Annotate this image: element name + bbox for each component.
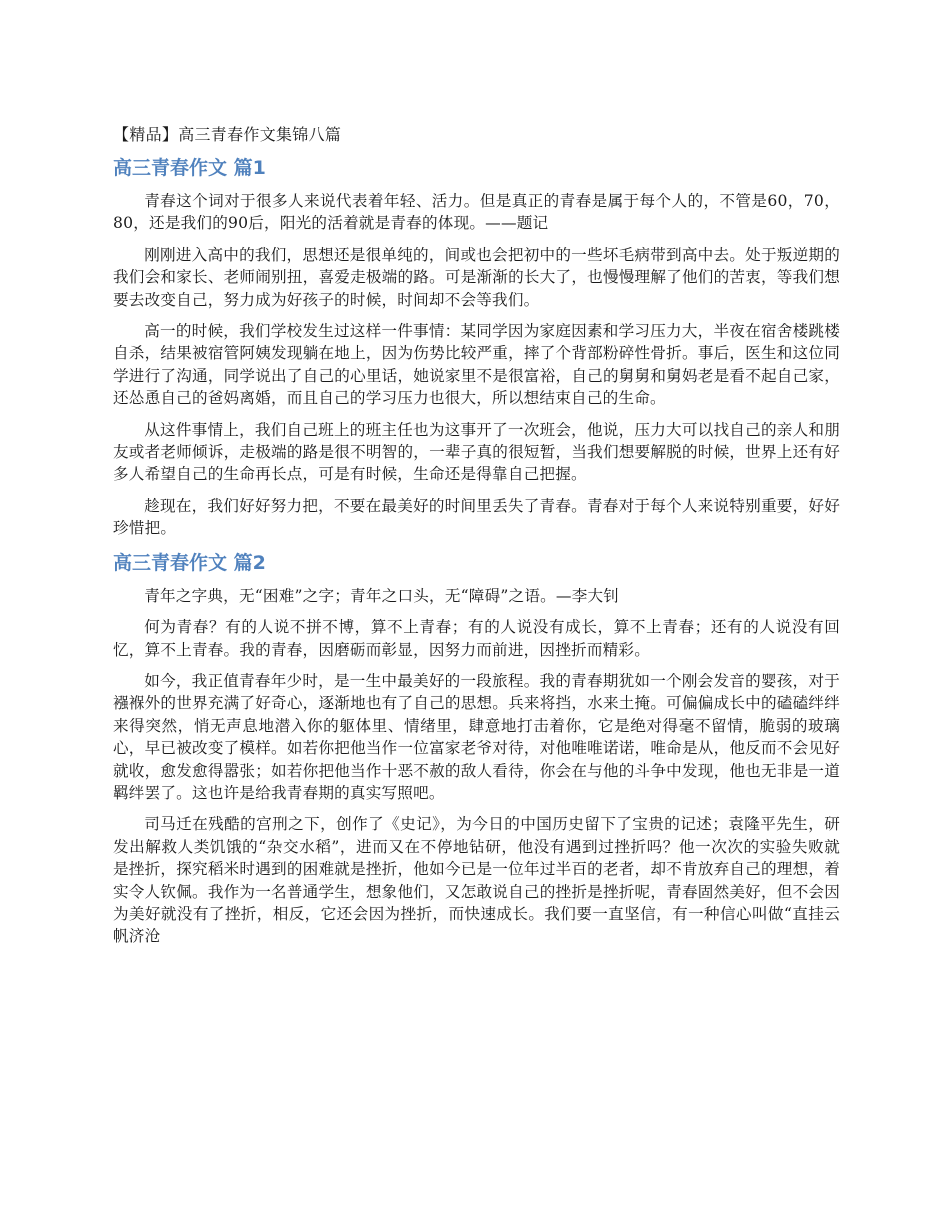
paragraph: 青春这个词对于很多人来说代表着年轻、活力。但是真正的青春是属于每个人的，不管是60，70，80，还是我们的90后，阳光的活着就是青春的体现。——题记 (113, 192, 840, 233)
paragraph: 趁现在，我们好好努力把，不要在最美好的时间里丢失了青春。青春对于每个人来说特别重要，好好珍惜把。 (113, 496, 840, 538)
paragraph: 如今，我正值青春年少时，是一生中最美好的一段旅程。我的青春期犹如一个刚会发音的婴孩，对于襁褓外的世界充满了好奇心，逐渐地也有了自己的思想。兵来将挡，水来土掩。可偏偏成长中的磕磕绊绊来得突然，悄无声息地潜入你的躯体里、情绪里，肆意地打击着你，它是绝对得毫不留情，脆弱的玻璃心，早已被改变了模样。如若你把他当作一位富家老爷对待，对他唯唯诺诺，唯命是从，他反而不会见好就收，愈发愈得嚣张；如若你把他当作十恶不赦的敌人看待，你会在与他的斗争中发现，他也无非是一道羁绊罢了。这也许是给我青春期的真实写照吧。 (113, 671, 840, 802)
paragraph: 何为青春？有的人说不拼不博，算不上青春；有的人说没有成长，算不上青春；还有的人说没有回忆，算不上青春。我的青春，因磨砺而彰显，因努力而前进，因挫折而精彩。 (113, 618, 840, 659)
section-heading: 高三青春作文 篇1 (113, 157, 266, 179)
paragraph: 从这件事情上，我们自己班上的班主任也为这事开了一次班会，他说，压力大可以找自己的亲人和朋友或者老师倾诉，走极端的路是很不明智的，一辈子真的很短暂，当我们想要解脱的时候，世界上还有好多人希望自己的生命再长点，可是有时候，生命还是得靠自己把握。 (113, 420, 840, 484)
paragraph: 高一的时候，我们学校发生过这样一件事情：某同学因为家庭因素和学习压力大，半夜在宿舍楼跳楼自杀，结果被宿管阿姨发现躺在地上，因为伤势比较严重，摔了个背部粉碎性骨折。事后，医生和这位同学进行了沟通，同学说出了自己的心里话，她说家里不是很富裕，自己的舅舅和舅妈老是看不起自己家，还怂恿自己的爸妈离婚，而且自己的学习压力也很大，所以想结束自己的生命。 (113, 322, 840, 408)
paragraph: 刚刚进入高中的我们，思想还是很单纯的，间或也会把初中的一些坏毛病带到高中去。处于叛逆期的我们会和家长、老师闹别扭，喜爱走极端的路。可是渐渐的长大了，也慢慢理解了他们的苦衷，等我们想要去改变自己，努力成为好孩子的时候，时间却不会等我们。 (113, 245, 840, 309)
section-heading: 高三青春作文 篇2 (113, 551, 266, 574)
paragraph: 司马迁在残酷的宫刑之下，创作了《史记》，为今日的中国历史留下了宝贵的记述；袁隆平先生，研发出解救人类饥饿的“杂交水稻”，进而又在不停地钻研，他没有遇到过挫折吗？他一次次的实验失败就是挫折，探究稻米时遇到的困难就是挫折，他如今已是一位年过半百的老者，却不肯放弃自己的理想，着实令人钦佩。我作为一名普通学生，想象他们，又怎敢说自己的挫折是挫折呢，青春固然美好，但不会因为美好就没有了挫折，相反，它还会因为挫折，而快速成长。我们要一直坚信，有一种信心叫做“直挂云帆济沧 (113, 815, 840, 946)
document-page (113, 122, 840, 957)
document-title: 【精品】高三青春作文集锦八篇 (113, 125, 342, 144)
essay-section-1 (113, 154, 840, 540)
paragraph: 青年之字典，无“困难”之字；青年之口头，无“障碍”之语。—李大钊 (144, 586, 620, 605)
essay-section-2 (113, 549, 840, 948)
